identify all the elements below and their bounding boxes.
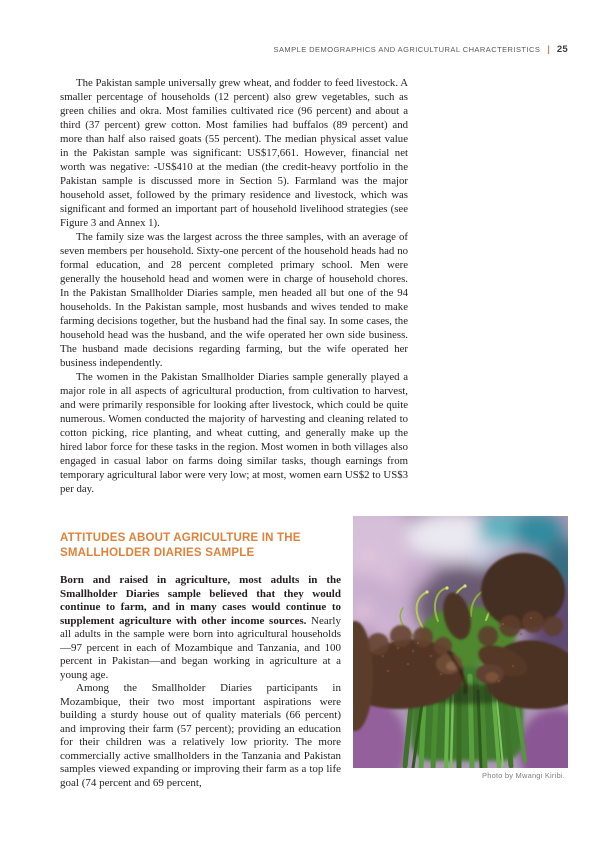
photo-caption: Photo by Mwangi Kiribi.: [482, 771, 565, 780]
running-title: SAMPLE DEMOGRAPHICS AND AGRICULTURAL CHARACTERISTICS: [273, 45, 541, 54]
paragraph-pakistan-crops: The Pakistan sample universally grew wheat, and fodder to feed livestock. A smaller percentage of households (12 percent) also grew vegetables, such as green chilies and okra. Most families cultivated rice (96 percent) and about a third (37 percent) grew cotton. Most families had buffalos (89 percent) and more than half also raised goats (55 percent). The median physical asset value in the Pakistan sample was significant: US$17,661. However, financial net worth was negative: -US$410 at the median (the credit-heavy portfolio in the Pakistan sample is discussed more in Section 5). Farmland was the major household asset, followed by the primary residence and livestock, which was significant and formed an important part of household livelihood strategies (see Figure 3 and Annex 1).: [60, 77, 408, 229]
photo-green-beans: [353, 516, 568, 768]
paragraph-family-size: The family size was the largest across the three samples, with an average of seven members per household. Sixty-one percent of the household heads had no formal education, and 28 percent completed primary school. Men were generally the household head and women were in charge of household chores. In the Pakistan Smallholder Diaries sample, men headed all but one of the 94 households. In the Pakistan sample, most husbands and wives tended to make farming decisions together, but the husband had the final say. In some cases, the household head was the husband, and the wife operated her own side business. The husband made decisions regarding farming, but the wife operated her business independently.: [60, 231, 408, 369]
page-number: 25: [556, 44, 568, 55]
attitudes-section-column: [60, 531, 341, 790]
main-text-column: [60, 76, 408, 496]
green-beans-photo-illustration: [353, 516, 568, 768]
lead-paragraph: [60, 574, 341, 682]
paragraph-aspirations: Among the Smallholder Diaries participants in Mozambique, their two most important aspirations were building a sturdy house out of quality materials (66 percent) and improving their farm (57 percent); providing an education for their children was a relatively low priority. The more commercially active smallholders in the Tanzania and Pakistan samples viewed expanding or improving their farm as a top life goal (74 percent and 69 percent,: [60, 682, 341, 789]
running-header: [274, 44, 568, 55]
section-heading: ATTITUDES ABOUT AGRICULTURE IN THE SMALLHOLDER DIARIES SAMPLE: [60, 532, 301, 559]
lead-paragraph-bold: Born and raised in agriculture, most adults in the Smallholder Diaries sample believed that they would continue to farm, and in many cases would continue to supplement agriculture with other income sources.: [60, 574, 341, 627]
paragraph-women-role: The women in the Pakistan Smallholder Diaries sample generally played a major role in all aspects of agricultural production, from cultivation to harvest, and were primarily responsible for looking after livestock, which could be quite numerous. Women conducted the majority of harvesting and cleaning related to cotton picking, rice planting, and wheat cutting, and generally make up the hired labor force for these tasks in the region. Most women in both villages also engaged in casual labor on farms doing similar tasks, though earnings from temporary agricultural labor were very low; at most, women earn US$2 to US$3 per day.: [60, 371, 408, 495]
header-separator: |: [547, 44, 550, 54]
lead-paragraph-rest: Nearly all adults in the sample were born into agricultural households—97 percent in each of Mozambique and Tanzania, and 100 percent in Pakistan—and began working in agriculture at a young age.: [60, 614, 341, 681]
